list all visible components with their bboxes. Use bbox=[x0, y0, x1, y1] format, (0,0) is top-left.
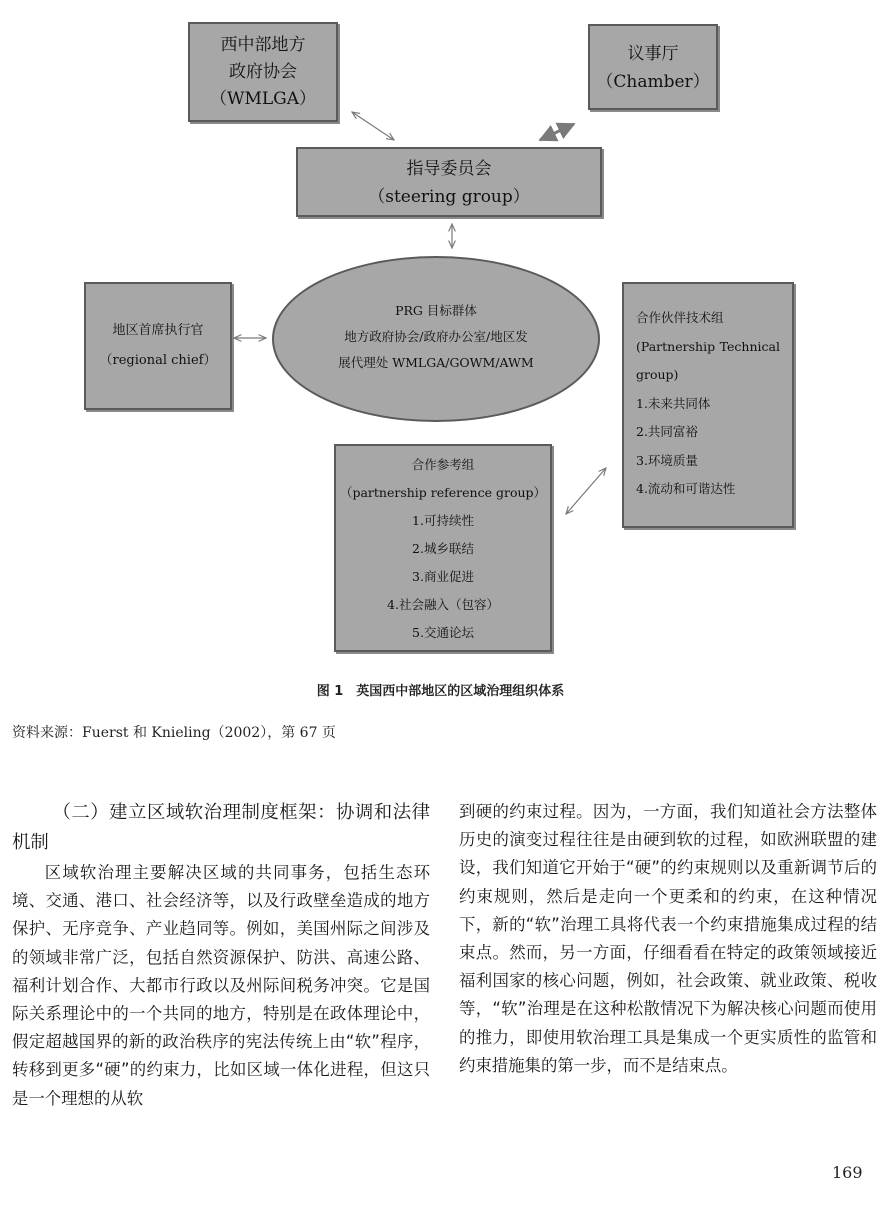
tech-item: 3.环境质量 bbox=[636, 452, 698, 468]
tech-english-part: (Partnership bbox=[636, 338, 716, 354]
chief-line: 地区首席执行官 bbox=[112, 323, 204, 338]
figure-caption: 图 1 英国西中部地区的区域治理组织体系 bbox=[316, 684, 565, 699]
target-line: 地方政府协会/政府办公室/地区发 bbox=[344, 329, 528, 344]
tech-item: 2.共同富裕 bbox=[636, 424, 698, 439]
chamber-box bbox=[588, 24, 718, 110]
wmlga-line: 政府协会 bbox=[229, 62, 297, 82]
reference-item: 5.交通论坛 bbox=[412, 625, 474, 640]
steering-line: 指导委员会 bbox=[406, 159, 492, 179]
wmlga-line: （WMLGA） bbox=[209, 89, 317, 109]
steering-group-box bbox=[296, 147, 602, 217]
chamber-line: （Chamber） bbox=[596, 72, 710, 92]
tech-title: 合作伙伴技术组 bbox=[636, 310, 724, 325]
tech-english-part: Technical bbox=[719, 338, 780, 354]
steering-line: （steering group） bbox=[368, 187, 530, 207]
tech-item: 1.未来共同体 bbox=[636, 395, 711, 411]
partnership-technical-group-box bbox=[622, 282, 794, 528]
reference-item: 2.城乡联结 bbox=[412, 541, 474, 556]
section-heading: （二）建立区域软治理制度框架：协调和法律机制 bbox=[12, 802, 430, 853]
tech-english-name bbox=[636, 333, 780, 362]
reference-title: 合作参考组 bbox=[411, 457, 475, 472]
arrow-wmlga-steering bbox=[352, 112, 394, 140]
reference-item: 4.社会融入（包容） bbox=[387, 597, 499, 612]
article-column-right bbox=[459, 798, 877, 1080]
tech-item: 4.流动和可谐达性 bbox=[636, 481, 736, 496]
chamber-line: 议事厅 bbox=[627, 44, 679, 64]
arrow-tech-reference bbox=[566, 468, 606, 514]
reference-item: 1.可持续性 bbox=[412, 513, 474, 528]
tech-english-part: group) bbox=[636, 367, 679, 382]
chief-line: （regional chief） bbox=[99, 353, 217, 368]
target-line: 展代理处 WMLGA/GOWM/AWM bbox=[338, 355, 534, 370]
paragraph-left: 区域软治理主要解决区域的共同事务，包括生态环境、交通、港口、社会经济等，以及行政壁垒造成的地方保护、无序竞争、产业趋同等。例如，美国州际之间涉及的领域非常广泛，包括自然资源保护、防洪、高速公路、福利计划合作、大都市行政以及州际间税务冲突。它是国际关系理论中的一个共同的地方，特别是在政体理论中，假定超越国界的新的政治秩序的宪法传统上由“软”程序，转移到更多“硬”的约束力，比如区域一体化进程，但这只是一个理想的从软 bbox=[12, 863, 430, 1108]
figure-source: 资料来源：Fuerst 和 Knieling（2002），第 67 页 bbox=[12, 725, 336, 741]
paragraph-right: 到硬的约束过程。因为，一方面，我们知道社会方法整体历史的演变过程往往是由硬到软的过程，如欧洲联盟的建设，我们知道它开始于“硬”的约束规则以及重新调节后的约束规则，然后是走向一个更柔和的约束，在这种情况下，新的“软”治理工具将代表一个约束措施集成过程的结束点。然而，另一方面，仔细看看在特定的政策领域接近福利国家的核心问题，例如，社会政策、就业政策、税收等，“软”治理是在这种松散情况下为解决核心问题而使用的推力，即使用软治理工具是集成一个更实质性的监管和约束措施集的第一步，而不是结束点。 bbox=[459, 802, 877, 1075]
wmlga-box bbox=[188, 22, 338, 122]
page-number: 169 bbox=[832, 1163, 863, 1182]
target-group-ellipse bbox=[272, 256, 600, 422]
reference-english-name: （partnership reference group） bbox=[339, 485, 547, 500]
target-line: PRG 目标群体 bbox=[395, 303, 477, 318]
wmlga-line: 西中部地方 bbox=[220, 35, 306, 55]
partnership-reference-group-box bbox=[334, 444, 552, 652]
arrow-chamber-steering bbox=[540, 124, 574, 140]
regional-chief-box bbox=[84, 282, 232, 410]
reference-item: 3.商业促进 bbox=[412, 569, 474, 584]
article-column-left bbox=[12, 798, 430, 1113]
